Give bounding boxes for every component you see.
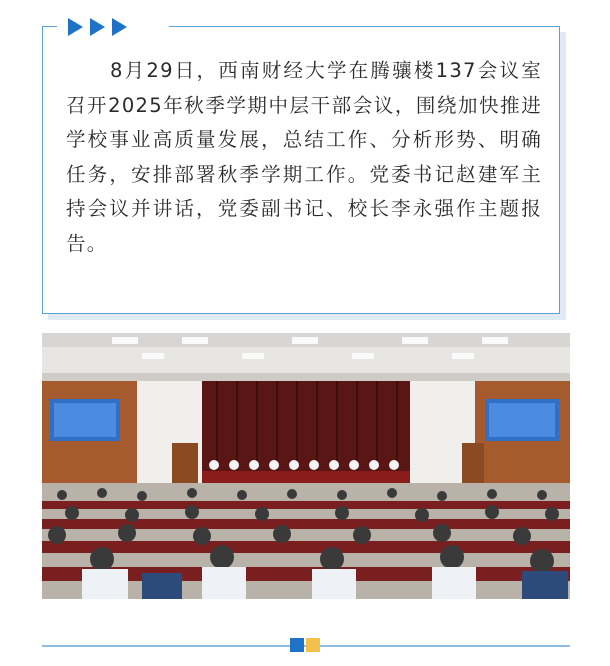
play-arrow-icon bbox=[68, 18, 83, 36]
yellow-square-decoration bbox=[306, 638, 320, 652]
play-arrow-icon bbox=[112, 18, 127, 36]
meeting-photo bbox=[42, 333, 570, 599]
play-arrow-icon bbox=[90, 18, 105, 36]
blue-square-decoration bbox=[290, 638, 304, 652]
arrow-decoration bbox=[68, 18, 127, 36]
article-paragraph: 8月29日，西南财经大学在腾骧楼137会议室召开2025年秋季学期中层干部会议，围绕加快推进学校事业高质量发展，总结工作、分析形势、明确任务，安排部署秋季学期工作。党委书记赵建军主持会议并讲话，党委副书记、校长李永强作主题报告。 bbox=[66, 59, 542, 255]
